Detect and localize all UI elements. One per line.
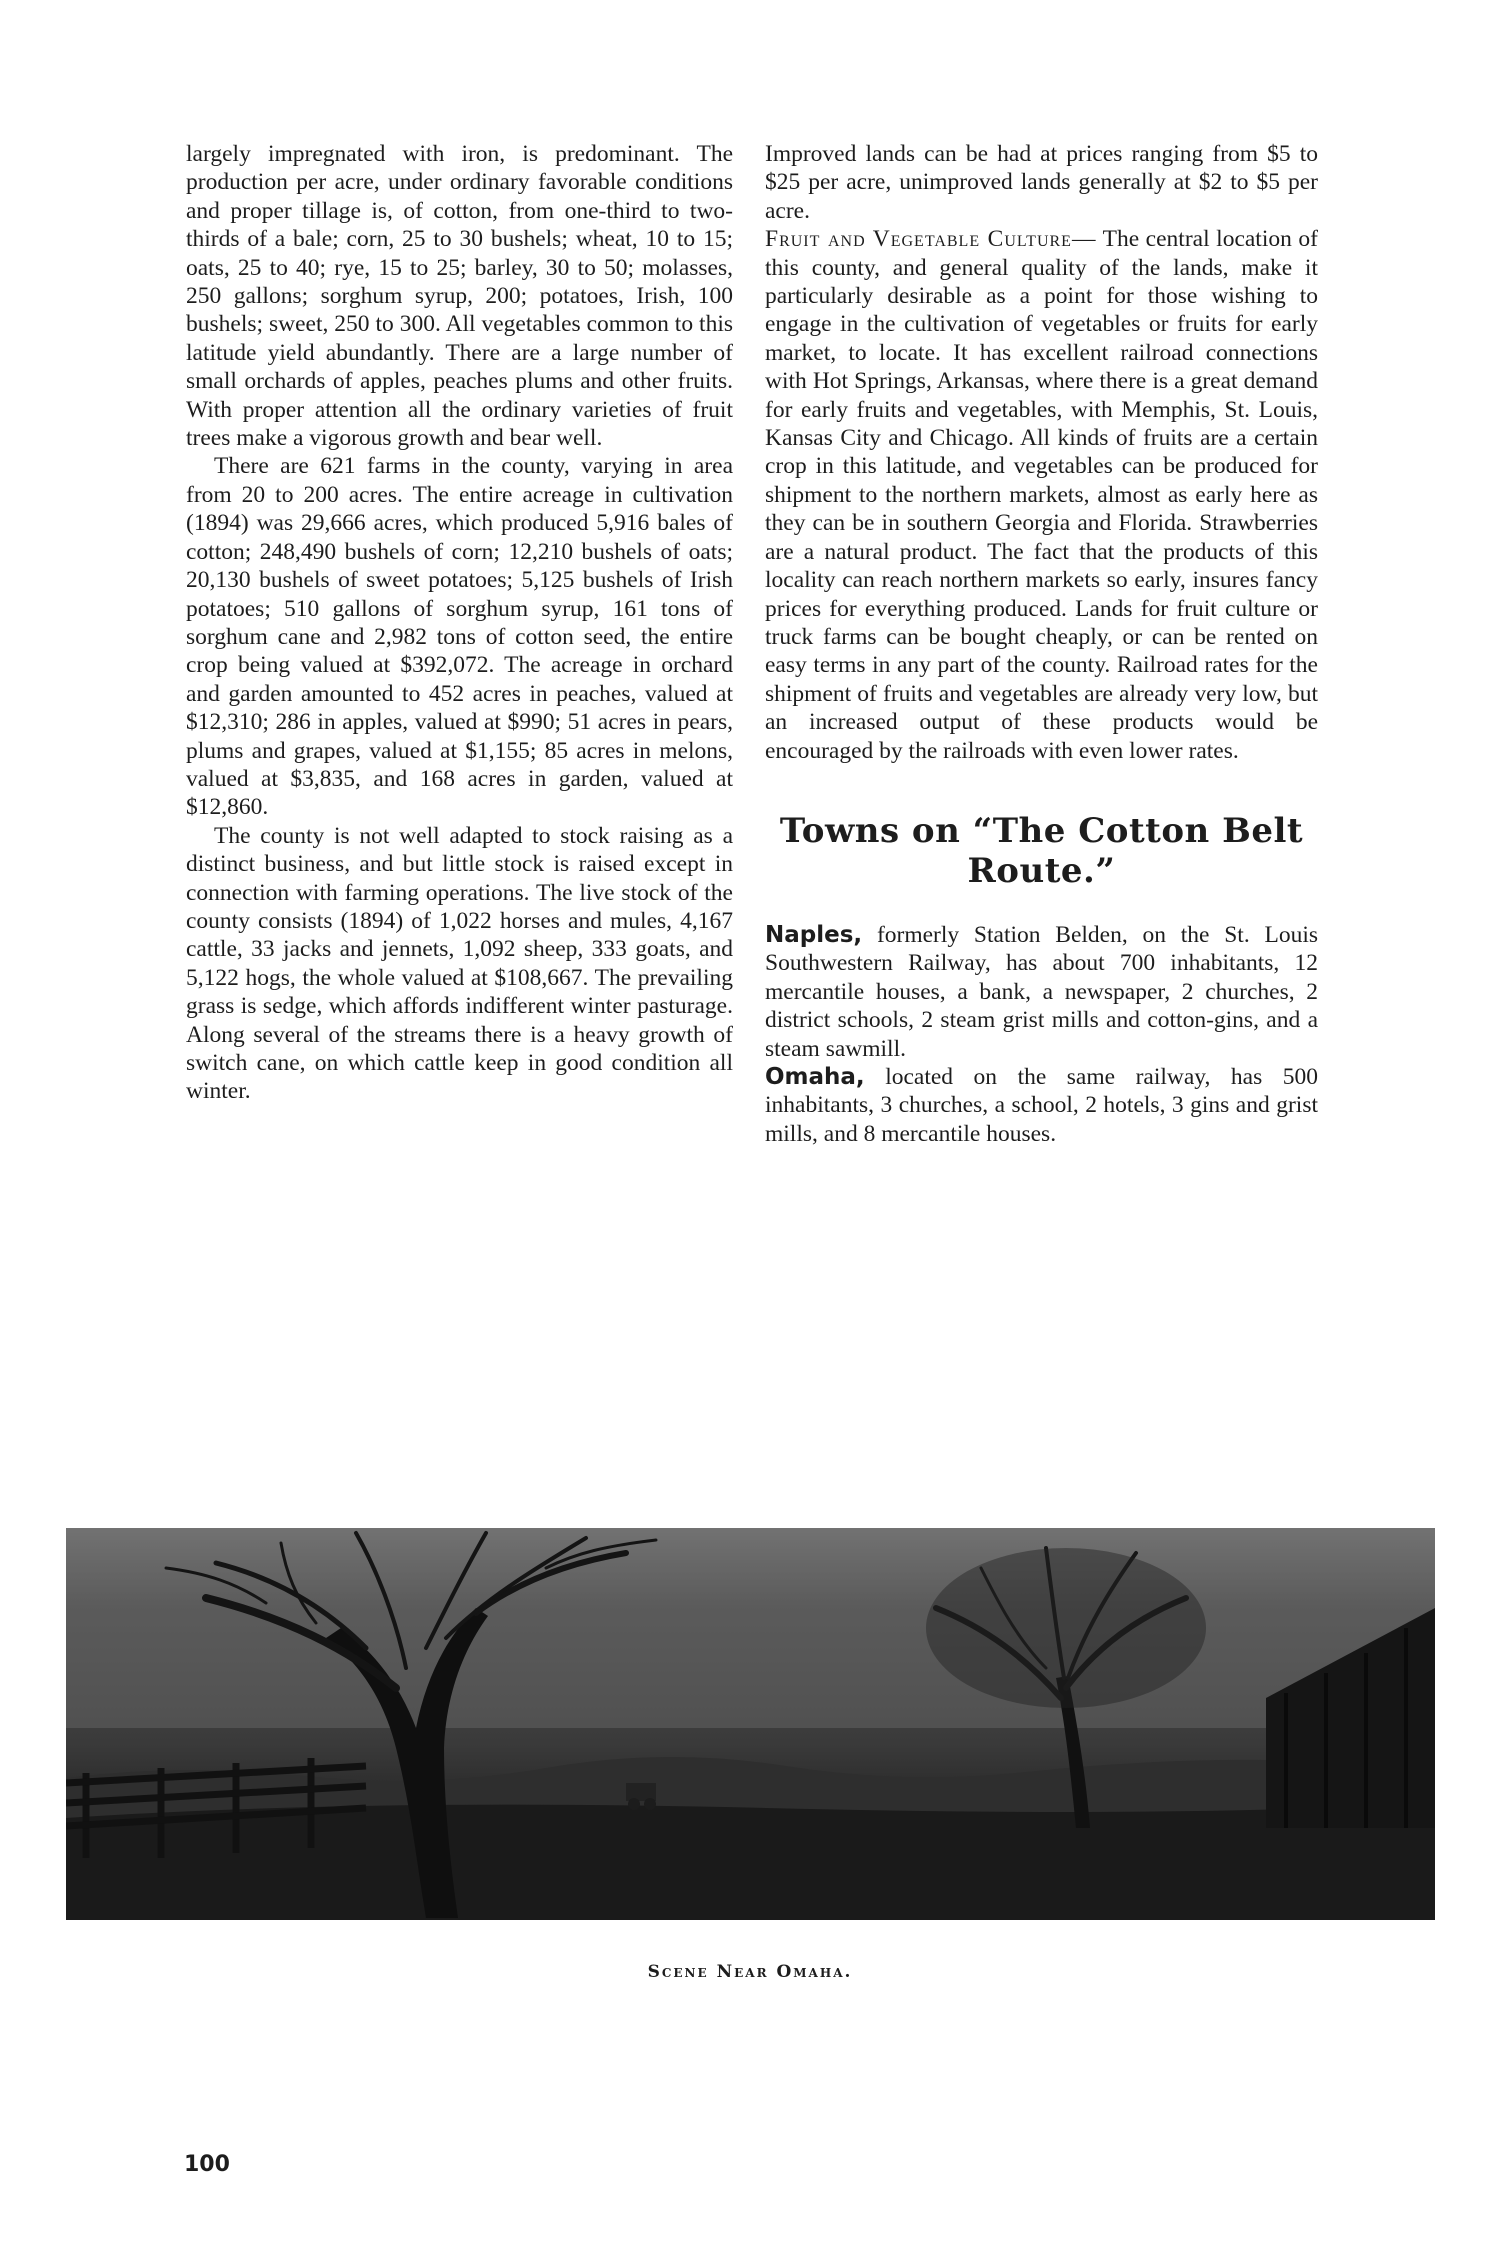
photo-illustration [66,1528,1435,1920]
scene-photograph [66,1528,1435,1920]
paragraph-omaha [765,1063,1318,1148]
paragraph-fruit-culture [765,225,1318,765]
left-column [186,140,733,1106]
paragraph-live-stock: The county is not well adapted to stock raising as a distinct business, and but little stock is raised except in connection with farming operations. The live stock of the county consists (1894) of 1,022 horses and mules, 4,167 cattle, 33 jacks and jennets, 1,092 sheep, 333 goats, and 5,122 hogs, the whole valued at $108,667. The prevailing grass is sedge, which affords indifferent winter pasturage. Along several of the streams there is a heavy growth of switch cane, on which cattle keep in good condition all winter. [186,822,733,1105]
paragraph-naples [765,921,1318,1063]
naples-text: formerly Station Belden, on the St. Louis Southwestern Railway, has about 700 inhabitants, 12 mercantile houses, a bank, a newspaper, 2 churches, 2 district schools, 2 steam grist mills and cotton-gins, and a steam sawmill. [765,921,1318,1062]
page-number: 100 [184,2152,230,2177]
omaha-text: located on the same railway, has 500 inhabitants, 3 churches, a school, 2 hotels, 3 gins and grist mills, and 8 mercantile houses. [765,1063,1319,1147]
town-name-naples: Naples, [765,921,863,948]
paragraph-crop-production: largely impregnated with iron, is predominant. The production per acre, under ordinary favorable conditions and proper tillage is, of cotton, from one-third to two-thirds of a bale; corn, 25 to 30 bushels; wheat, 10 to 15; oats, 25 to 40; rye, 15 to 25; barley, 30 to 50; molasses, 250 gallons; sorghum syrup, 200; potatoes, Irish, 100 bushels; sweet, 250 to 300. All vegetables common to this latitude yield abundantly. There are a large number of small orchards of apples, peaches plums and other fruits. With proper attention all the ordinary varieties of fruit trees make a vigorous growth and bear well. [186,141,733,452]
fruit-culture-heading: Fruit and Vegetable Culture— [765,226,1097,253]
section-heading-towns: Towns on “The Cotton Belt Route.” [779,810,1304,891]
photo-caption: Scene Near Omaha. [647,1962,853,1982]
paragraph-farms-acreage: There are 621 farms in the county, varying in area from 20 to 200 acres. The entire acreage in cultivation (1894) was 29,666 acres, which produced 5,916 bales of cotton; 248,490 bushels of corn; 12,210 bushels of oats; 20,130 bushels of sweet potatoes; 5,125 bushels of Irish potatoes; 510 gallons of sorghum syrup, 161 tons of sorghum cane and 2,982 tons of cotton seed, the entire crop being valued at $392,072. The acreage in orchard and garden amounted to 452 acres in peaches, valued at $12,310; 286 in apples, valued at $990; 51 acres in pears, plums and grapes, valued at $1,155; 85 acres in melons, valued at $3,835, and 168 acres in garden, valued at $12,860. [186,453,733,821]
town-name-omaha: Omaha, [765,1063,865,1090]
fruit-culture-text: The central location of this county, and general quality of the lands, make it particularly desirable as a point for those wishing to engage in the cultivation of vegetables or fruits for early market, to locate. It has excellent railroad connections with Hot Springs, Arkansas, where there is a great demand for early fruits and vegetables, with Memphis, St. Louis, Kansas City and Chicago. All kinds of fruits are a certain crop in this latitude, and vegetables can be produced for shipment to the northern markets, almost as early here as they can be in southern Georgia and Florida. Strawberries are a natural product. The fact that the products of this locality can reach northern markets so early, insures fancy prices for everything produced. Lands for fruit culture or truck farms can be bought cheaply, or can be rented on easy terms in any part of the county. Railroad rates for the shipment of fruits and vegetables are already very low, but an increased output of these products would be encouraged by the railroads with even lower rates. [765,226,1318,764]
paragraph-land-prices: Improved lands can be had at prices ranging from $5 to $25 per acre, unimproved lands generally at $2 to $5 per acre. [765,141,1318,224]
right-column [765,140,1318,1148]
